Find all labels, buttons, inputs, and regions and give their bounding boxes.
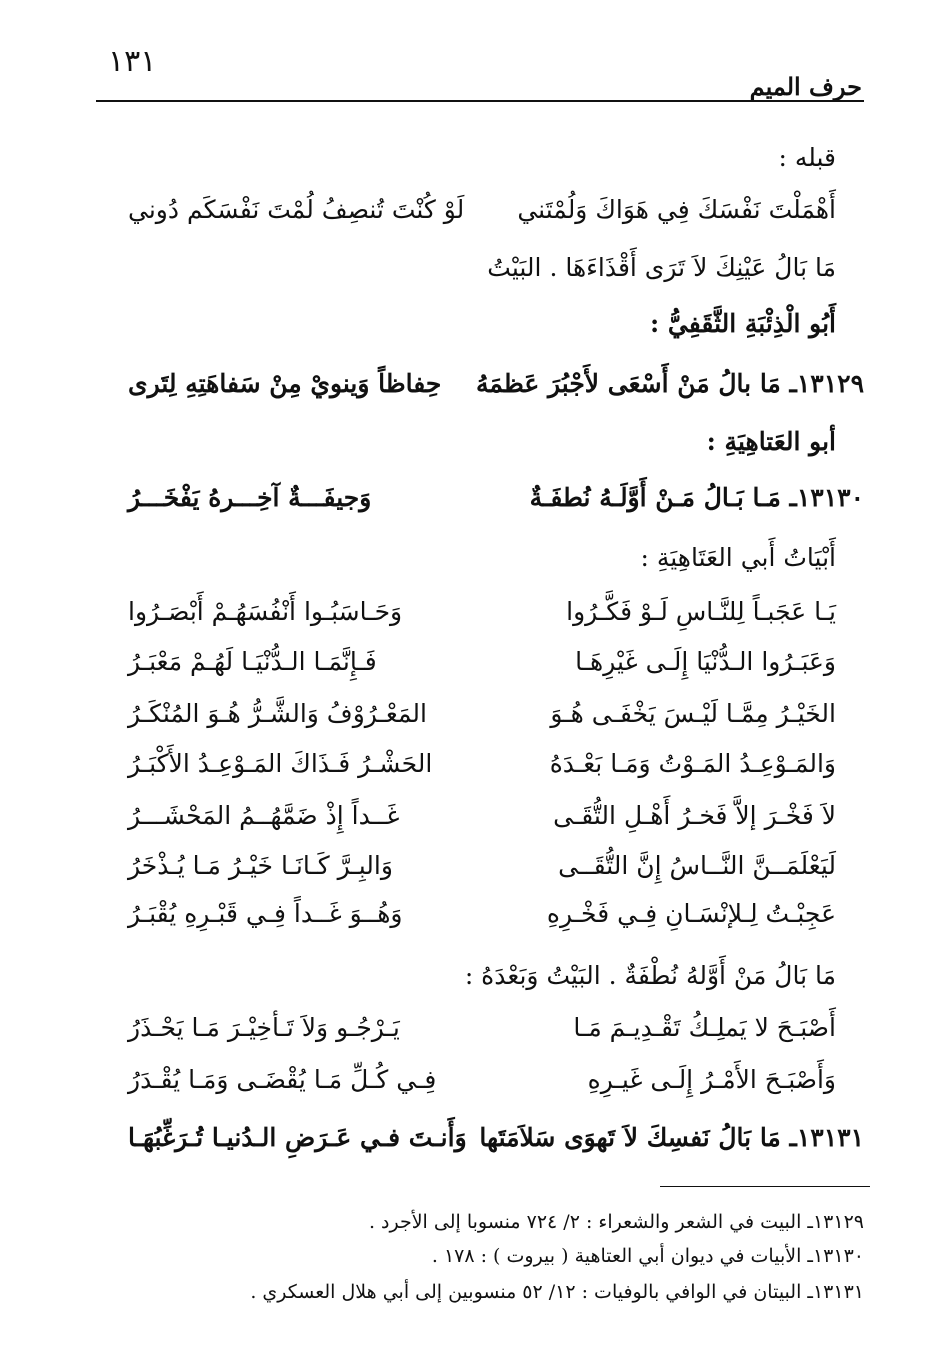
verse-left: المَعْـرُوْفُ وَالشَّـرُّ هُـوَ المُنْكَـرُ [128, 699, 427, 728]
footnote: ١٣١٣١ـ البيتان في الوافي بالوفيات : ١٢/ ٥٢ منسوبين إلى أبي هلال العسكري . [250, 1281, 864, 1303]
footnote: ١٣١٢٩ـ البيت في الشعر والشعراء : ٢/ ٧٢٤ منسوبا إلى الأجرد . [368, 1211, 864, 1233]
verse-right: الخَيْـرُ مِمَّـا لَيْـسَ يَخْفَـى هُـوَ [550, 699, 836, 728]
verse-left: وَأَنـتَ فـي عَـرَضِ الـدُنيـا تُـرَغِّبُهَـا [128, 1123, 467, 1152]
verse-left: وَهُــوَ غَــداً فِـي قَبْـرِهِ يُقْبَـرُ [128, 899, 403, 928]
footnote: ١٣١٣٠ـ الأبيات في ديوان أبي العتاهية ( بيروت ) : ١٧٨ . [431, 1245, 864, 1267]
verse-right: أَهْمَلْتَ نَفْسَكَ فِي هَوَاكَ وَلُمْتَني [517, 195, 836, 224]
verse-left: فَـإِنَّمَـا الـدُّنْيَـا لَهُـمْ مَعْبَـرُ [128, 647, 377, 676]
verse-left: الحَشْـرُ فَـذَاكَ المَـوْعِـدُ الأَكْبَـرُ [128, 749, 433, 778]
verse-left: غَــداً إِذْ ضَمَّهُــمُ المَحْشَـــرُ [128, 801, 400, 830]
verse-right: وَالمَـوْعِـدُ المَـوْتُ وَمَـا بَعْـدَهُ [549, 749, 836, 778]
poet-name: أبو العَتاهِيَةِ : [706, 427, 836, 456]
verse-right: وَأَصْبَـحَ الأَمْـرُ إِلَـى غَيـرِهِ [587, 1065, 836, 1094]
verse-left: حِفاظاً وَينويْ مِنْ سَفاهَتِهِ لِتَرى [128, 369, 442, 398]
footnote-rule [660, 1186, 870, 1187]
verse-right-numbered: ١٣١٢٩ـ مَا بالُ مَنْ أَسْعَى لأَجْبُرَ عَظمَهُ [476, 369, 864, 398]
verse-left: لَوْ كُنْتَ تُنصِفُ لُمْتَ نَفْسَكَم دُوني [128, 195, 465, 224]
verse-left: وَجيفَـــةٌ آخِـــرهُ يَفْخَـــرُ [128, 483, 372, 512]
verse-right: لَيَعْلَمَــنَّ النَّــاسُ إِنَّ التُّقَــى [558, 851, 836, 880]
verse-right: لاَ فَخْـرَ إلاَّ فَخـرُ أَهْـلِ التُّقَـى [553, 801, 836, 830]
intro-line: قبله : [778, 143, 836, 172]
running-head: حرف الميم [749, 72, 862, 101]
verse-left: وَالبِـرَّ كَـانَـا خَيْـرُ مَـا يُـذْخَرُ [128, 851, 393, 880]
verse-right: أَصْبَـحَ لا يَملِـكُ تَقْـدِيـمَ مَـا [573, 1013, 836, 1042]
verse-right-numbered: ١٣١٣١ـ مَا بَالُ نَفسِكَ لاَ تَهوَى سَلاَمَتَها [479, 1123, 864, 1152]
verse-left: فِـي كُـلِّ مَـا يُقْضَـى وَمَـا يُقْـدَرُ [128, 1065, 437, 1094]
page-number: ١٣١ [108, 44, 157, 79]
verse-right: يَـا عَجَبـاً لِلنَّـاسِ لَـوْ فَكَّـرُوا [566, 597, 836, 626]
verse-right-numbered: ١٣١٣٠ـ مَـا بَـالُ مَـنْ أَوَّلَـهُ نُطفَـةٌ [529, 483, 864, 512]
poet-name: أَبُو الْذِئْبَةِ الثَّقَفِيُّ : [650, 309, 836, 338]
verse-left: يَـرْجُـو وَلاَ تَـأخِيْـرَ مَـا يَحْـذَرُ [128, 1013, 400, 1042]
verse-left: وَحَـاسَبُـوا أَنْفُسَهُـمْ أَبْصَـرُوا [128, 597, 403, 626]
intro-line: أَبْيَاتُ أَبي العَتَاهِيَةِ : [640, 543, 836, 572]
quote-line: مَا بَالُ مَنْ أَوَّلهُ نُطْفَةٌ . البَيْتُ وَبَعْدَهُ : [464, 961, 836, 990]
verse-right: عَجِبْـتُ لِـلإنْسَـانِ فِـي فَخْـرِهِ [546, 899, 836, 928]
header-rule [96, 100, 864, 102]
quote-line: مَا بَالُ عَيْنِكَ لاَ تَرَى أَقْذَاءَهَا . البَيْتُ [487, 253, 836, 282]
verse-right: وَعَبَـرُوا الـدُّنْيَا إِلَـى غَيْرِهَـا [575, 647, 836, 676]
